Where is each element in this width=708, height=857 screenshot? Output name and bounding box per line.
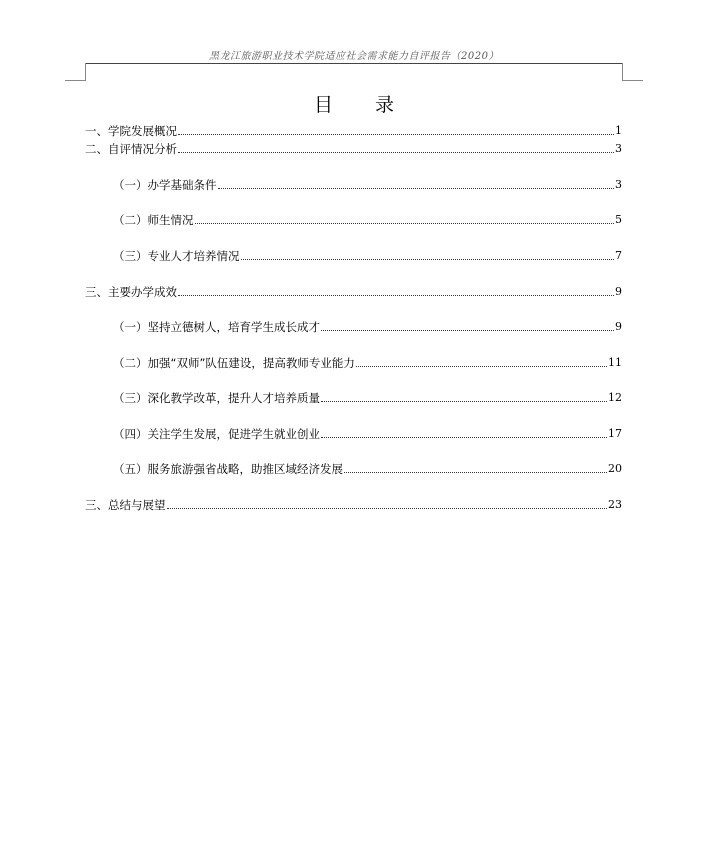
toc-entry-text: （四）关注学生发展，促进学生就业创业 [113, 427, 320, 441]
toc-entry[interactable] [113, 247, 622, 263]
toc-entry-text: （二）加强“双师”队伍建设，提高教师专业能力 [113, 356, 355, 370]
toc-entry-text: （二）师生情况 [113, 213, 194, 227]
toc-leader [241, 259, 615, 260]
toc-entry[interactable] [113, 460, 622, 476]
toc-entry-page: 17 [608, 427, 622, 440]
toc-entry-text: 二、自评情况分析 [85, 142, 177, 156]
toc-entry-text: （一）办学基础条件 [113, 178, 217, 192]
toc-entry[interactable] [113, 211, 622, 227]
toc-leader [218, 188, 615, 189]
toc-entry[interactable] [113, 176, 622, 192]
toc-leader [321, 437, 607, 438]
toc-entry[interactable] [85, 140, 622, 156]
toc-entry[interactable] [113, 318, 622, 334]
toc-entry-page: 9 [615, 320, 622, 333]
toc-entry[interactable] [85, 122, 622, 138]
toc-entry-page: 11 [608, 356, 622, 369]
crop-mark-right [622, 63, 643, 81]
toc-entry-text: （三）专业人才培养情况 [113, 249, 240, 263]
toc-leader [178, 134, 614, 135]
toc-leader [167, 508, 608, 509]
toc-entry-page: 12 [608, 391, 622, 404]
toc-leader [321, 330, 614, 331]
toc-entry-text: 三、总结与展望 [85, 498, 166, 512]
toc-entry[interactable] [85, 496, 622, 512]
toc-leader [344, 472, 607, 473]
toc-entry-text: （三）深化教学改革，提升人才培养质量 [113, 391, 320, 405]
toc-entry-page: 3 [615, 178, 622, 191]
toc-entry-page: 23 [608, 498, 622, 511]
toc-entry-page: 9 [615, 285, 622, 298]
toc-leader [178, 295, 614, 296]
toc-leader [178, 152, 614, 153]
toc-leader [356, 366, 607, 367]
toc-entry-page: 5 [615, 213, 622, 226]
toc-entry[interactable] [85, 283, 622, 299]
toc-entry-page: 1 [615, 124, 622, 137]
toc-entry[interactable] [113, 389, 622, 405]
toc-entry[interactable] [113, 354, 622, 370]
header-rule [85, 63, 622, 64]
toc-entry[interactable] [113, 425, 622, 441]
toc-title: 目 录 [313, 94, 413, 116]
toc-entry-page: 7 [615, 249, 622, 262]
toc-entry-text: 一、学院发展概况 [85, 124, 177, 138]
crop-mark-left [65, 63, 86, 81]
toc-entry-page: 3 [615, 142, 622, 155]
toc-entry-text: （五）服务旅游强省战略，助推区域经济发展 [113, 462, 343, 476]
toc-leader [195, 223, 615, 224]
toc-entry-text: （一）坚持立德树人，培育学生成长成才 [113, 320, 320, 334]
toc-entry-page: 20 [608, 462, 622, 475]
toc-leader [321, 401, 607, 402]
toc-entry-text: 三、主要办学成效 [85, 285, 177, 299]
running-header: 黑龙江旅游职业技术学院适应社会需求能力自评报告（2020） [209, 51, 499, 62]
